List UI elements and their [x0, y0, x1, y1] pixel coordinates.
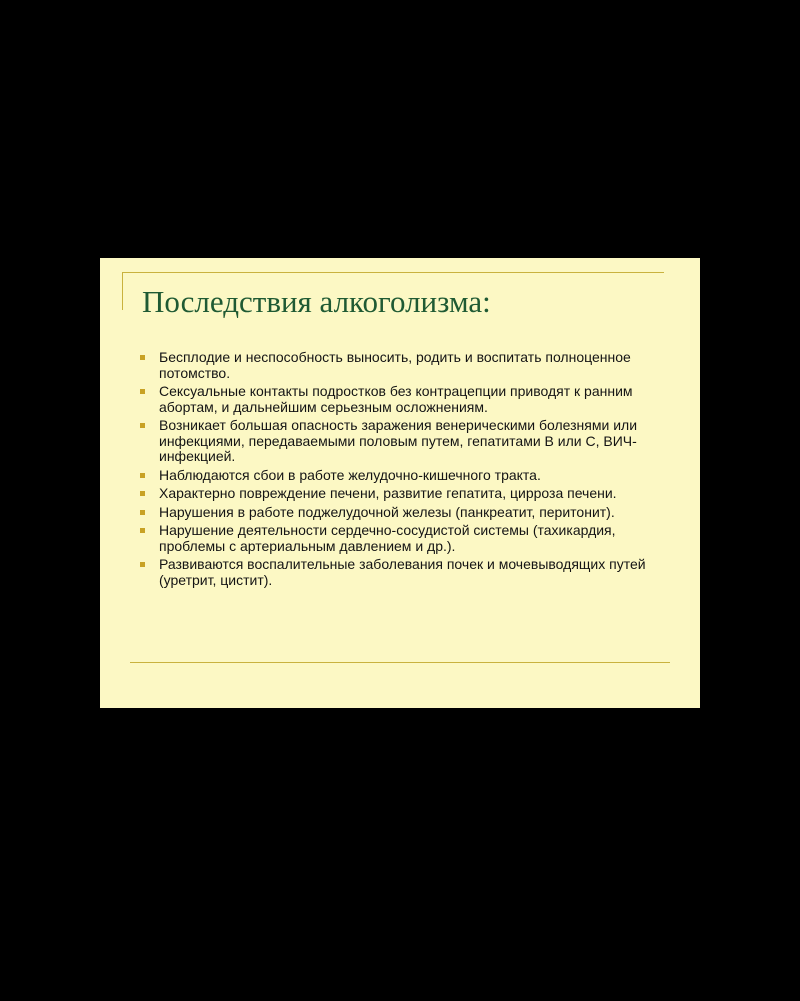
bottom-divider-line	[130, 662, 670, 663]
bullet-text: Нарушения в работе поджелудочной железы (панкреатит, перитонит).	[159, 503, 615, 520]
bullet-text: Бесплодие и неспособность выносить, родить и воспитать полноценное потомство.	[159, 349, 631, 381]
bullet-item-3	[140, 418, 670, 465]
square-bullet-icon	[140, 355, 145, 360]
bullet-text: Развиваются воспалительные заболевания почек и мочевыводящих путей (уретрит, цистит).	[159, 556, 646, 588]
presentation-slide	[100, 258, 700, 708]
bullet-text: Сексуальные контакты подростков без контрацепции приводят к ранним абортам, и дальнейшим серьезным осложнениям.	[159, 383, 633, 415]
bullet-item-8	[140, 557, 670, 588]
square-bullet-icon	[140, 389, 145, 394]
bullet-text: Возникает большая опасность заражения венерическими болезнями или инфекциями, передаваемыми половым путем, гепатитами В или С, ВИЧ-инфекцией.	[159, 417, 638, 464]
bullet-item-6	[140, 505, 670, 521]
bullet-item-2	[140, 384, 670, 415]
bullet-text: Нарушение деятельности сердечно-сосудистой системы (тахикардия, проблемы с артериальным давлением и др.).	[159, 522, 616, 554]
slide-title: Последствия алкоголизма:	[142, 284, 491, 319]
bullet-item-1	[140, 350, 670, 381]
square-bullet-icon	[140, 423, 145, 428]
square-bullet-icon	[140, 528, 145, 533]
bullet-text: Наблюдаются сбои в работе желудочно-кишечного тракта.	[159, 466, 541, 483]
square-bullet-icon	[140, 562, 145, 567]
square-bullet-icon	[140, 473, 145, 478]
square-bullet-icon	[140, 510, 145, 515]
title-left-accent-line	[122, 272, 123, 310]
bullet-item-7	[140, 523, 670, 554]
bullet-text: Характерно повреждение печени, развитие гепатита, цирроза печени.	[159, 485, 617, 501]
square-bullet-icon	[140, 491, 145, 496]
bullet-list	[140, 350, 670, 591]
top-divider-line	[122, 272, 664, 273]
bullet-item-4	[140, 468, 670, 484]
bullet-item-5	[140, 486, 670, 502]
